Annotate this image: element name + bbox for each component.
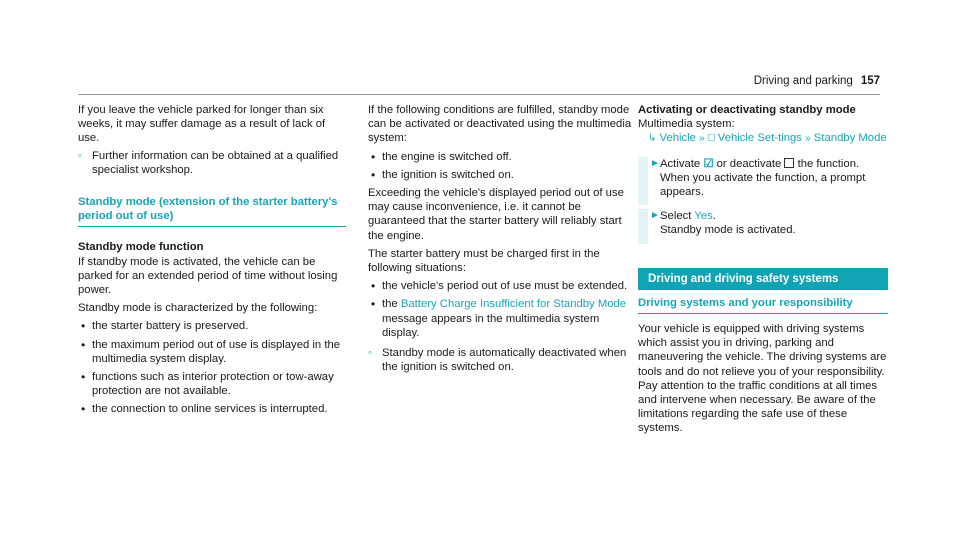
checkbox-empty-icon: [784, 158, 794, 168]
path-standby[interactable]: Standby Mode: [813, 132, 887, 145]
path-vehicle[interactable]: Vehicle: [659, 132, 696, 145]
note-text: Further information can be obtained at a qualified specialist workshop.: [92, 149, 339, 176]
intro-text: If you leave the vehicle parked for longer than six weeks, it may suffer damage as a result of lack of use.: [78, 104, 326, 145]
menu-path-icon: ↳: [648, 133, 657, 145]
column-1: [78, 103, 346, 417]
page-header: [754, 74, 880, 88]
function-text: If standby mode is activated, the vehicle can be parked for an extended period of time without losing power.: [78, 255, 338, 297]
list-item: • the starter battery is preserved.: [78, 319, 346, 333]
double-chevron-icon: »: [699, 133, 705, 145]
path-vehicle-settings[interactable]: Vehicle Set-tings: [717, 132, 802, 145]
list-item: • the vehicle's period out of use must be extended.: [368, 279, 636, 293]
column-2: [368, 103, 636, 374]
step-text: Standby mode is activated.: [660, 224, 796, 237]
body-text: Your vehicle is equipped with driving systems which assist you in driving, parking and maneuvering the vehicle. The driving systems are tools and do not relieve you of your responsibility. Pay attention to the traffic conditions at all times and intervene when necessary. Be aware of the limitations regarding the safe use of these systems.: [638, 323, 887, 435]
page-number: 157: [860, 75, 880, 87]
step-bar: [638, 157, 648, 206]
note-icon: ◦: [78, 149, 82, 162]
step-text: When you activate the function, a prompt appears.: [660, 171, 866, 199]
char-intro: Standby mode is characterized by the following:: [78, 302, 318, 315]
step-text: the function.: [797, 157, 860, 170]
activate-title: Activating or deactivating standby mode: [638, 104, 856, 116]
function-title: Standby mode function: [78, 241, 204, 254]
note-icon: ◦: [368, 347, 372, 360]
bullet-suffix: message appears in the multimedia system display.: [382, 312, 600, 339]
chapter-band: Driving and driving safety systems: [638, 268, 888, 290]
step-text: or deactivate: [716, 157, 782, 170]
column-3: [638, 103, 888, 436]
section-title: Standby mode (extension of the starter battery's period out of use): [78, 195, 346, 227]
note: [368, 346, 636, 374]
double-chevron-icon: »: [805, 133, 811, 145]
step-1: [638, 157, 888, 200]
yes-option[interactable]: Yes: [694, 210, 713, 223]
step-text: Select: [660, 210, 692, 223]
menu-path: [638, 131, 888, 146]
step-bar: [638, 209, 648, 243]
note-text: Standby mode is automatically deactivated when the ignition is switched on.: [382, 347, 627, 374]
list-item: • the maximum period out of use is displayed in the multimedia system display.: [78, 338, 346, 366]
message-link[interactable]: Battery Charge Insufficient for Standby Mode: [400, 298, 627, 311]
header-rule: [78, 94, 880, 95]
step-2: ► Select Yes. Standby mode is activated.: [638, 209, 888, 237]
car-settings-icon: □: [707, 132, 715, 145]
exceed-text: Exceeding the vehicle's displayed period out of use may cause inconvenience, i.e. it cannot be guaranteed that the starter battery will reliably start the engine.: [368, 187, 624, 242]
list-item: [368, 297, 636, 340]
list-item: • the ignition is switched on.: [368, 168, 636, 182]
list-item: • functions such as interior protection or tow-away protection are not available.: [78, 370, 346, 398]
charge-text: The starter battery must be charged first in the following situations:: [368, 247, 600, 275]
arrow-right-icon: ►: [650, 210, 660, 222]
note: [78, 149, 346, 177]
step-text: Activate: [660, 157, 701, 170]
multimedia-label: Multimedia system:: [638, 118, 735, 131]
list-item: • the engine is switched off.: [368, 150, 636, 164]
list-item: • the connection to online services is interrupted.: [78, 402, 346, 416]
checkbox-checked-icon: ☑: [703, 157, 714, 170]
conditions-intro: If the following conditions are fulfilled, standby mode can be activated or deactivated using the multimedia system:: [368, 104, 632, 145]
bullet-prefix: the: [382, 298, 398, 311]
subsection-title: Driving systems and your responsibility: [638, 296, 888, 314]
arrow-right-icon: ►: [650, 157, 660, 169]
header-title: Driving and parking: [753, 75, 853, 87]
